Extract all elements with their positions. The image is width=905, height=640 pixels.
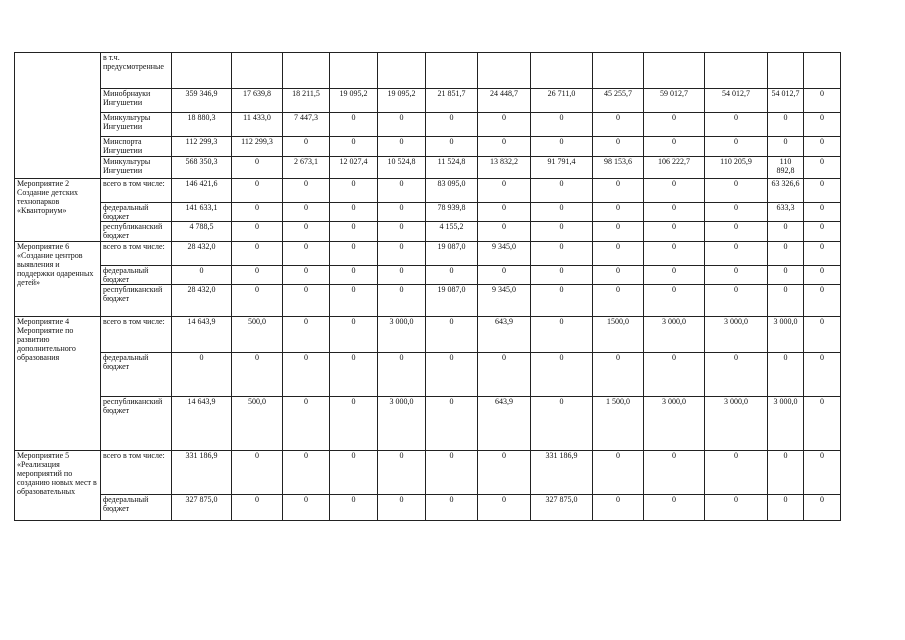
amount-cell: 0 (705, 242, 768, 266)
amount-cell: 0 (804, 113, 841, 137)
table-row (15, 285, 841, 317)
funding-source-cell: всего в том числе: (101, 179, 172, 203)
amount-cell: 0 (478, 179, 531, 203)
amount-cell: 0 (705, 137, 768, 157)
amount-cell: 0 (283, 397, 330, 451)
amount-cell: 0 (378, 113, 426, 137)
amount-cell: 11 433,0 (232, 113, 283, 137)
amount-cell: 24 448,7 (478, 89, 531, 113)
amount-cell: 0 (283, 137, 330, 157)
amount-cell: 0 (644, 451, 705, 495)
amount-cell: 0 (768, 222, 804, 242)
table-row (15, 203, 841, 222)
amount-cell: 0 (644, 203, 705, 222)
amount-cell: 0 (804, 137, 841, 157)
amount-cell: 9 345,0 (478, 285, 531, 317)
amount-cell: 0 (804, 242, 841, 266)
table-row (15, 495, 841, 521)
amount-cell: 0 (426, 317, 478, 353)
amount-cell: 28 432,0 (172, 285, 232, 317)
amount-cell: 18 880,3 (172, 113, 232, 137)
amount-cell: 0 (283, 451, 330, 495)
amount-cell: 359 346,9 (172, 89, 232, 113)
amount-cell: 3 000,0 (644, 397, 705, 451)
amount-cell: 0 (705, 495, 768, 521)
event-name-cell: Мероприятие 4 Мероприятие по развитию дополнительного образования (15, 317, 101, 451)
funding-source-cell: всего в том числе: (101, 317, 172, 353)
amount-cell: 0 (644, 137, 705, 157)
amount-cell: 106 222,7 (644, 157, 705, 179)
amount-cell: 0 (478, 113, 531, 137)
amount-cell (768, 53, 804, 89)
amount-cell: 4 788,5 (172, 222, 232, 242)
amount-cell: 0 (768, 266, 804, 285)
table-row (15, 113, 841, 137)
amount-cell: 0 (478, 137, 531, 157)
amount-cell: 0 (593, 495, 644, 521)
table-row (15, 353, 841, 397)
amount-cell: 331 186,9 (172, 451, 232, 495)
amount-cell: 0 (768, 285, 804, 317)
amount-cell: 0 (531, 203, 593, 222)
amount-cell: 0 (804, 222, 841, 242)
amount-cell: 0 (705, 451, 768, 495)
amount-cell: 112 299,3 (172, 137, 232, 157)
amount-cell (283, 53, 330, 89)
amount-cell: 0 (593, 451, 644, 495)
amount-cell: 0 (330, 317, 378, 353)
amount-cell: 0 (804, 317, 841, 353)
amount-cell: 0 (644, 179, 705, 203)
amount-cell: 0 (478, 353, 531, 397)
amount-cell: 0 (531, 242, 593, 266)
amount-cell: 1500,0 (593, 317, 644, 353)
amount-cell: 0 (593, 137, 644, 157)
funding-source-cell: всего в том числе: (101, 242, 172, 266)
amount-cell: 112 299,3 (232, 137, 283, 157)
amount-cell: 78 939,8 (426, 203, 478, 222)
amount-cell: 0 (283, 203, 330, 222)
amount-cell: 0 (283, 285, 330, 317)
amount-cell: 0 (232, 157, 283, 179)
amount-cell: 0 (330, 495, 378, 521)
amount-cell (644, 53, 705, 89)
amount-cell (232, 53, 283, 89)
amount-cell: 0 (172, 266, 232, 285)
amount-cell: 0 (330, 353, 378, 397)
funding-source-cell: Минобрнауки Ингушетии (101, 89, 172, 113)
amount-cell: 0 (644, 113, 705, 137)
amount-cell: 0 (426, 397, 478, 451)
amount-cell: 0 (283, 317, 330, 353)
amount-cell: 0 (330, 222, 378, 242)
amount-cell: 0 (232, 451, 283, 495)
amount-cell: 0 (705, 353, 768, 397)
amount-cell: 0 (768, 353, 804, 397)
amount-cell: 0 (768, 113, 804, 137)
event-name-cell: Мероприятие 2 Создание детских технопарков «Кванториум» (15, 179, 101, 242)
amount-cell: 0 (531, 222, 593, 242)
amount-cell: 0 (804, 266, 841, 285)
funding-source-cell: Минкультуры Ингушетии (101, 113, 172, 137)
amount-cell: 0 (232, 242, 283, 266)
amount-cell: 0 (378, 353, 426, 397)
amount-cell: 18 211,5 (283, 89, 330, 113)
amount-cell: 0 (283, 242, 330, 266)
amount-cell: 0 (644, 285, 705, 317)
amount-cell (531, 53, 593, 89)
amount-cell (705, 53, 768, 89)
amount-cell: 83 095,0 (426, 179, 478, 203)
amount-cell: 0 (644, 495, 705, 521)
amount-cell: 13 832,2 (478, 157, 531, 179)
amount-cell: 110 205,9 (705, 157, 768, 179)
amount-cell: 0 (768, 495, 804, 521)
amount-cell: 54 012,7 (705, 89, 768, 113)
amount-cell: 500,0 (232, 397, 283, 451)
amount-cell: 0 (768, 137, 804, 157)
amount-cell: 0 (531, 113, 593, 137)
amount-cell: 19 087,0 (426, 285, 478, 317)
amount-cell: 0 (232, 203, 283, 222)
amount-cell: 0 (378, 137, 426, 157)
amount-cell: 0 (804, 353, 841, 397)
amount-cell: 0 (804, 397, 841, 451)
amount-cell: 14 643,9 (172, 317, 232, 353)
amount-cell: 3 000,0 (768, 397, 804, 451)
amount-cell: 331 186,9 (531, 451, 593, 495)
amount-cell: 0 (478, 495, 531, 521)
amount-cell: 0 (768, 451, 804, 495)
amount-cell: 0 (426, 353, 478, 397)
amount-cell: 0 (232, 222, 283, 242)
funding-source-cell: федеральный бюджет (101, 353, 172, 397)
amount-cell: 26 711,0 (531, 89, 593, 113)
amount-cell: 0 (330, 266, 378, 285)
amount-cell: 19 087,0 (426, 242, 478, 266)
event-name-cell: Мероприятие 6 «Создание центров выявления и поддержки одаренных детей» (15, 242, 101, 317)
amount-cell: 1 500,0 (593, 397, 644, 451)
amount-cell (426, 53, 478, 89)
amount-cell: 10 524,8 (378, 157, 426, 179)
funding-source-cell: в т.ч. предусмотренные (101, 53, 172, 89)
amount-cell: 0 (330, 397, 378, 451)
amount-cell: 3 000,0 (705, 397, 768, 451)
amount-cell: 0 (378, 203, 426, 222)
amount-cell: 141 633,1 (172, 203, 232, 222)
amount-cell: 0 (531, 317, 593, 353)
amount-cell: 0 (705, 285, 768, 317)
amount-cell: 0 (378, 451, 426, 495)
amount-cell: 0 (426, 113, 478, 137)
amount-cell: 14 643,9 (172, 397, 232, 451)
amount-cell: 0 (705, 113, 768, 137)
amount-cell: 0 (531, 266, 593, 285)
funding-source-cell: федеральный бюджет (101, 266, 172, 285)
amount-cell: 0 (330, 179, 378, 203)
amount-cell: 643,9 (478, 397, 531, 451)
table-row (15, 157, 841, 179)
event-name-cell (15, 53, 101, 179)
table-row (15, 397, 841, 451)
table-row (15, 53, 841, 89)
amount-cell: 12 027,4 (330, 157, 378, 179)
amount-cell: 3 000,0 (705, 317, 768, 353)
amount-cell: 0 (804, 157, 841, 179)
amount-cell: 0 (593, 113, 644, 137)
amount-cell: 0 (531, 397, 593, 451)
funding-source-cell: Минкультуры Ингушетии (101, 157, 172, 179)
amount-cell: 0 (593, 242, 644, 266)
funding-source-cell: федеральный бюджет (101, 203, 172, 222)
amount-cell: 0 (593, 353, 644, 397)
amount-cell: 0 (644, 353, 705, 397)
amount-cell: 0 (768, 242, 804, 266)
amount-cell: 0 (232, 353, 283, 397)
amount-cell: 54 012,7 (768, 89, 804, 113)
amount-cell (172, 53, 232, 89)
amount-cell: 0 (426, 451, 478, 495)
amount-cell: 0 (804, 203, 841, 222)
amount-cell: 0 (705, 203, 768, 222)
amount-cell: 0 (232, 495, 283, 521)
amount-cell: 17 639,8 (232, 89, 283, 113)
amount-cell: 2 673,1 (283, 157, 330, 179)
amount-cell: 0 (378, 266, 426, 285)
amount-cell: 0 (531, 285, 593, 317)
amount-cell: 0 (593, 179, 644, 203)
amount-cell: 0 (593, 222, 644, 242)
amount-cell: 0 (593, 266, 644, 285)
amount-cell (593, 53, 644, 89)
amount-cell: 63 326,6 (768, 179, 804, 203)
table-row (15, 137, 841, 157)
amount-cell: 568 350,3 (172, 157, 232, 179)
amount-cell: 110 892,8 (768, 157, 804, 179)
amount-cell: 0 (283, 353, 330, 397)
amount-cell: 0 (531, 179, 593, 203)
table-row (15, 242, 841, 266)
amount-cell: 3 000,0 (644, 317, 705, 353)
amount-cell: 0 (330, 113, 378, 137)
amount-cell: 3 000,0 (768, 317, 804, 353)
amount-cell: 0 (478, 266, 531, 285)
budget-table (14, 52, 841, 521)
event-name-cell: Мероприятие 5 «Реализация мероприятий по созданию новых мест в образовательных (15, 451, 101, 521)
table-row (15, 89, 841, 113)
amount-cell: 643,9 (478, 317, 531, 353)
amount-cell: 0 (478, 203, 531, 222)
funding-source-cell: Минспорта Ингушетии (101, 137, 172, 157)
amount-cell: 3 000,0 (378, 317, 426, 353)
amount-cell: 0 (378, 285, 426, 317)
funding-source-cell: республиканский бюджет (101, 222, 172, 242)
amount-cell: 0 (232, 266, 283, 285)
amount-cell: 7 447,3 (283, 113, 330, 137)
amount-cell: 327 875,0 (531, 495, 593, 521)
amount-cell: 4 155,2 (426, 222, 478, 242)
amount-cell: 0 (426, 495, 478, 521)
table-row (15, 317, 841, 353)
amount-cell (330, 53, 378, 89)
amount-cell: 0 (804, 451, 841, 495)
amount-cell: 0 (804, 285, 841, 317)
amount-cell: 0 (172, 353, 232, 397)
amount-cell (378, 53, 426, 89)
amount-cell: 0 (330, 137, 378, 157)
amount-cell: 0 (478, 451, 531, 495)
amount-cell: 0 (804, 89, 841, 113)
amount-cell: 500,0 (232, 317, 283, 353)
amount-cell (478, 53, 531, 89)
amount-cell: 146 421,6 (172, 179, 232, 203)
table-row (15, 451, 841, 495)
amount-cell: 0 (644, 266, 705, 285)
amount-cell: 0 (330, 285, 378, 317)
amount-cell: 9 345,0 (478, 242, 531, 266)
amount-cell: 0 (330, 451, 378, 495)
amount-cell: 45 255,7 (593, 89, 644, 113)
amount-cell: 0 (283, 266, 330, 285)
amount-cell: 0 (330, 242, 378, 266)
amount-cell: 0 (426, 137, 478, 157)
table-row (15, 266, 841, 285)
amount-cell: 0 (478, 222, 531, 242)
amount-cell: 0 (593, 285, 644, 317)
funding-source-cell: республиканский бюджет (101, 285, 172, 317)
funding-source-cell: всего в том числе: (101, 451, 172, 495)
amount-cell: 0 (804, 495, 841, 521)
funding-source-cell: республиканский бюджет (101, 397, 172, 451)
amount-cell: 0 (378, 495, 426, 521)
amount-cell: 0 (644, 242, 705, 266)
amount-cell: 0 (378, 222, 426, 242)
amount-cell: 0 (531, 137, 593, 157)
amount-cell: 327 875,0 (172, 495, 232, 521)
amount-cell: 0 (232, 285, 283, 317)
amount-cell: 0 (330, 203, 378, 222)
amount-cell: 0 (804, 179, 841, 203)
amount-cell: 633,3 (768, 203, 804, 222)
amount-cell: 3 000,0 (378, 397, 426, 451)
amount-cell: 59 012,7 (644, 89, 705, 113)
table-row (15, 222, 841, 242)
amount-cell: 0 (232, 179, 283, 203)
amount-cell: 11 524,8 (426, 157, 478, 179)
amount-cell: 0 (705, 266, 768, 285)
amount-cell: 0 (593, 203, 644, 222)
amount-cell: 0 (283, 495, 330, 521)
amount-cell: 0 (378, 242, 426, 266)
amount-cell: 19 095,2 (330, 89, 378, 113)
amount-cell: 98 153,6 (593, 157, 644, 179)
amount-cell: 19 095,2 (378, 89, 426, 113)
amount-cell: 0 (531, 353, 593, 397)
amount-cell: 0 (378, 179, 426, 203)
amount-cell: 0 (283, 222, 330, 242)
amount-cell: 0 (705, 222, 768, 242)
amount-cell: 0 (283, 179, 330, 203)
amount-cell: 28 432,0 (172, 242, 232, 266)
amount-cell: 0 (644, 222, 705, 242)
table-row (15, 179, 841, 203)
amount-cell: 0 (705, 179, 768, 203)
amount-cell: 0 (426, 266, 478, 285)
amount-cell (804, 53, 841, 89)
funding-source-cell: федеральный бюджет (101, 495, 172, 521)
amount-cell: 91 791,4 (531, 157, 593, 179)
amount-cell: 21 851,7 (426, 89, 478, 113)
